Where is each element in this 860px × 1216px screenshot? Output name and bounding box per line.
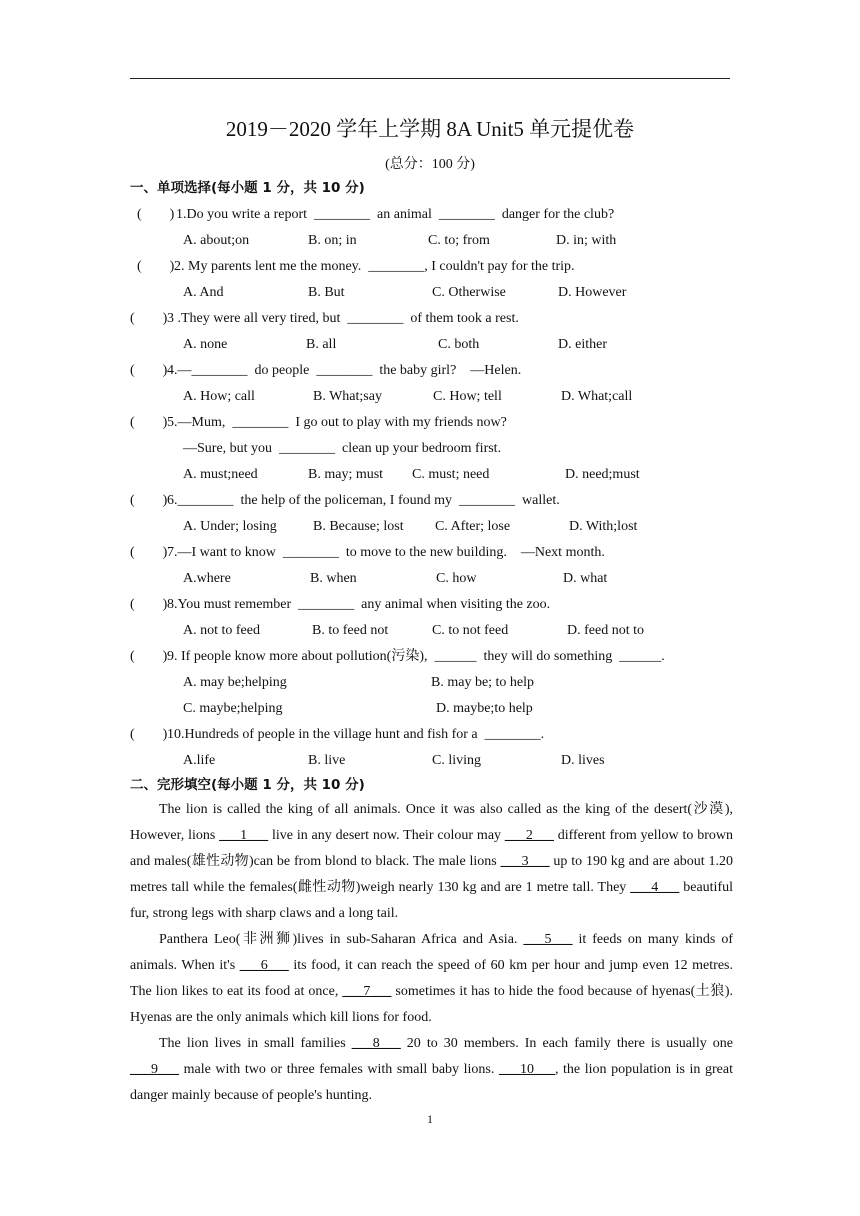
q8-option-a: A. not to feed bbox=[183, 623, 260, 638]
section2-heading: 二、完形填空(每小题 1 分，共 10 分) bbox=[130, 777, 365, 793]
q8-answer-paren: ( ) bbox=[130, 597, 168, 612]
q8-option-b: B. to feed not bbox=[312, 623, 389, 638]
cloze-blank-4: ___4___ bbox=[630, 880, 680, 895]
header-rule bbox=[130, 78, 730, 79]
q4-option-b: B. What;say bbox=[313, 389, 382, 404]
q1-answer-paren: ( ) bbox=[137, 207, 175, 222]
q5-stem-reply: —Sure, but you ________ clean up your bedroom first. bbox=[183, 441, 502, 456]
q3-option-a: A. none bbox=[183, 337, 228, 352]
q9-answer-paren: ( ) bbox=[130, 649, 168, 664]
cloze-blank-7: ___7___ bbox=[342, 984, 392, 999]
q3-option-c: C. both bbox=[438, 337, 480, 352]
q5-option-b: B. may; must bbox=[308, 467, 384, 482]
q5-stem: 5.—Mum, ________ I go out to play with my friends now? bbox=[167, 415, 507, 430]
q10-option-a: A.life bbox=[183, 753, 216, 768]
q4-option-c: C. How; tell bbox=[433, 389, 502, 404]
q4-answer-paren: ( ) bbox=[130, 363, 168, 378]
q9-option-c: C. maybe;helping bbox=[183, 701, 283, 716]
q2-stem: 2. My parents lent me the money. ________, I couldn't pay for the trip. bbox=[174, 259, 575, 274]
q8-option-c: C. to not feed bbox=[432, 623, 509, 638]
cloze-blank-2: ___2___ bbox=[504, 828, 554, 843]
total-score: (总分：100 分) bbox=[385, 157, 475, 172]
cloze-blank-5: ___5___ bbox=[523, 932, 573, 947]
q5-answer-paren: ( ) bbox=[130, 415, 168, 430]
q8-stem: 8.You must remember ________ any animal when visiting the zoo. bbox=[167, 597, 551, 612]
q1-option-c: C. to; from bbox=[428, 233, 490, 248]
q6-option-b: B. Because; lost bbox=[313, 519, 404, 534]
q6-option-c: C. After; lose bbox=[435, 519, 511, 534]
q5-option-d: D. need;must bbox=[565, 467, 640, 482]
q4-stem: 4.—________ do people ________ the baby girl? —Helen. bbox=[167, 363, 522, 378]
cloze-paragraph-3: The lion lives in small families ___8___ 20 to 30 members. In each family there is usually one ___9___ male with two or three females with small baby lions. ___10___, the lion population is in great danger mainly because of people's hunting. bbox=[130, 1036, 733, 1103]
q6-answer-paren: ( ) bbox=[130, 493, 168, 508]
cloze-blank-1: ___1___ bbox=[219, 828, 269, 843]
cloze-passage bbox=[130, 797, 733, 1109]
q2-option-d: D. However bbox=[558, 285, 627, 300]
q1-stem: 1.Do you write a report ________ an animal ________ danger for the club? bbox=[176, 207, 615, 222]
q3-answer-paren: ( ) bbox=[130, 311, 168, 326]
cloze-paragraph-2: Panthera Leo(非洲狮)lives in sub-Saharan Africa and Asia. ___5___ it feeds on many kinds of animals. When it's ___6___ its food, it can reach the speed of 60 km per hour and jump even 12 metres. The lion likes to eat its food at once, ___7___ sometimes it has to hide the food because of hyenas(土狼). Hyenas are the only animals which kill lions for food. bbox=[130, 932, 733, 1025]
q6-option-a: A. Under; losing bbox=[183, 519, 277, 534]
q10-answer-paren: ( ) bbox=[130, 727, 168, 742]
q7-stem: 7.—I want to know ________ to move to the new building. —Next month. bbox=[167, 545, 605, 560]
q4-option-a: A. How; call bbox=[183, 389, 255, 404]
q7-option-b: B. when bbox=[310, 571, 357, 586]
cloze-blank-3: ___3___ bbox=[500, 854, 550, 869]
q2-option-c: C. Otherwise bbox=[432, 285, 506, 300]
q3-option-b: B. all bbox=[306, 337, 337, 352]
q3-option-d: D. either bbox=[558, 337, 607, 352]
q7-answer-paren: ( ) bbox=[130, 545, 168, 560]
q5-option-a: A. must;need bbox=[183, 467, 258, 482]
page-number: 1 bbox=[427, 1112, 433, 1126]
q7-option-c: C. how bbox=[436, 571, 477, 586]
q4-option-d: D. What;call bbox=[561, 389, 633, 404]
q1-option-d: D. in; with bbox=[556, 233, 617, 248]
q3-stem: 3 .They were all very tired, but ________ of them took a rest. bbox=[167, 311, 519, 326]
cloze-paragraph-1: The lion is called the king of all animals. Once it was also called as the king of the desert(沙漠), However, lions ___1___ live in any desert now. Their colour may ___2___ different from yellow to brown and males(雄性动物)can be from blond to black. The male lions ___3___ up to 190 kg and are about 1.20 metres tall while the females(雌性动物)weigh nearly 130 kg and are 1 metre tall. They ___4___ beautiful fur, strong legs with sharp claws and a long tail. bbox=[130, 802, 734, 921]
q7-option-d: D. what bbox=[563, 571, 608, 586]
cloze-blank-10: ___10___ bbox=[498, 1062, 555, 1077]
q8-option-d: D. feed not to bbox=[567, 623, 644, 638]
q5-option-c: C. must; need bbox=[412, 467, 490, 482]
q10-option-c: C. living bbox=[432, 753, 482, 768]
q1-option-a: A. about;on bbox=[183, 233, 250, 248]
q7-option-a: A.where bbox=[183, 571, 231, 586]
q2-option-b: B. But bbox=[308, 285, 345, 300]
q9-stem: 9. If people know more about pollution(污染), ______ they will do something ______. bbox=[167, 649, 665, 664]
q6-option-d: D. With;lost bbox=[569, 519, 638, 534]
page-title: 2019－2020 学年上学期 8A Unit5 单元提优卷 bbox=[225, 117, 635, 141]
q9-option-a: A. may be;helping bbox=[183, 675, 287, 690]
q1-option-b: B. on; in bbox=[308, 233, 357, 248]
section1-heading: 一、单项选择(每小题 1 分，共 10 分) bbox=[130, 180, 365, 196]
cloze-blank-6: ___6___ bbox=[239, 958, 289, 973]
q2-option-a: A. And bbox=[183, 285, 224, 300]
q10-option-b: B. live bbox=[308, 753, 346, 768]
q2-answer-paren: ( ) bbox=[137, 259, 175, 274]
q9-option-b: B. may be; to help bbox=[431, 675, 535, 690]
q6-stem: 6.________ the help of the policeman, I found my ________ wallet. bbox=[167, 493, 560, 508]
q9-option-d: D. maybe;to help bbox=[436, 701, 533, 716]
cloze-blank-8: ___8___ bbox=[351, 1036, 401, 1051]
cloze-blank-9: ___9___ bbox=[130, 1062, 179, 1077]
q10-option-d: D. lives bbox=[561, 753, 605, 768]
q10-stem: 10.Hundreds of people in the village hunt and fish for a ________. bbox=[167, 727, 545, 742]
